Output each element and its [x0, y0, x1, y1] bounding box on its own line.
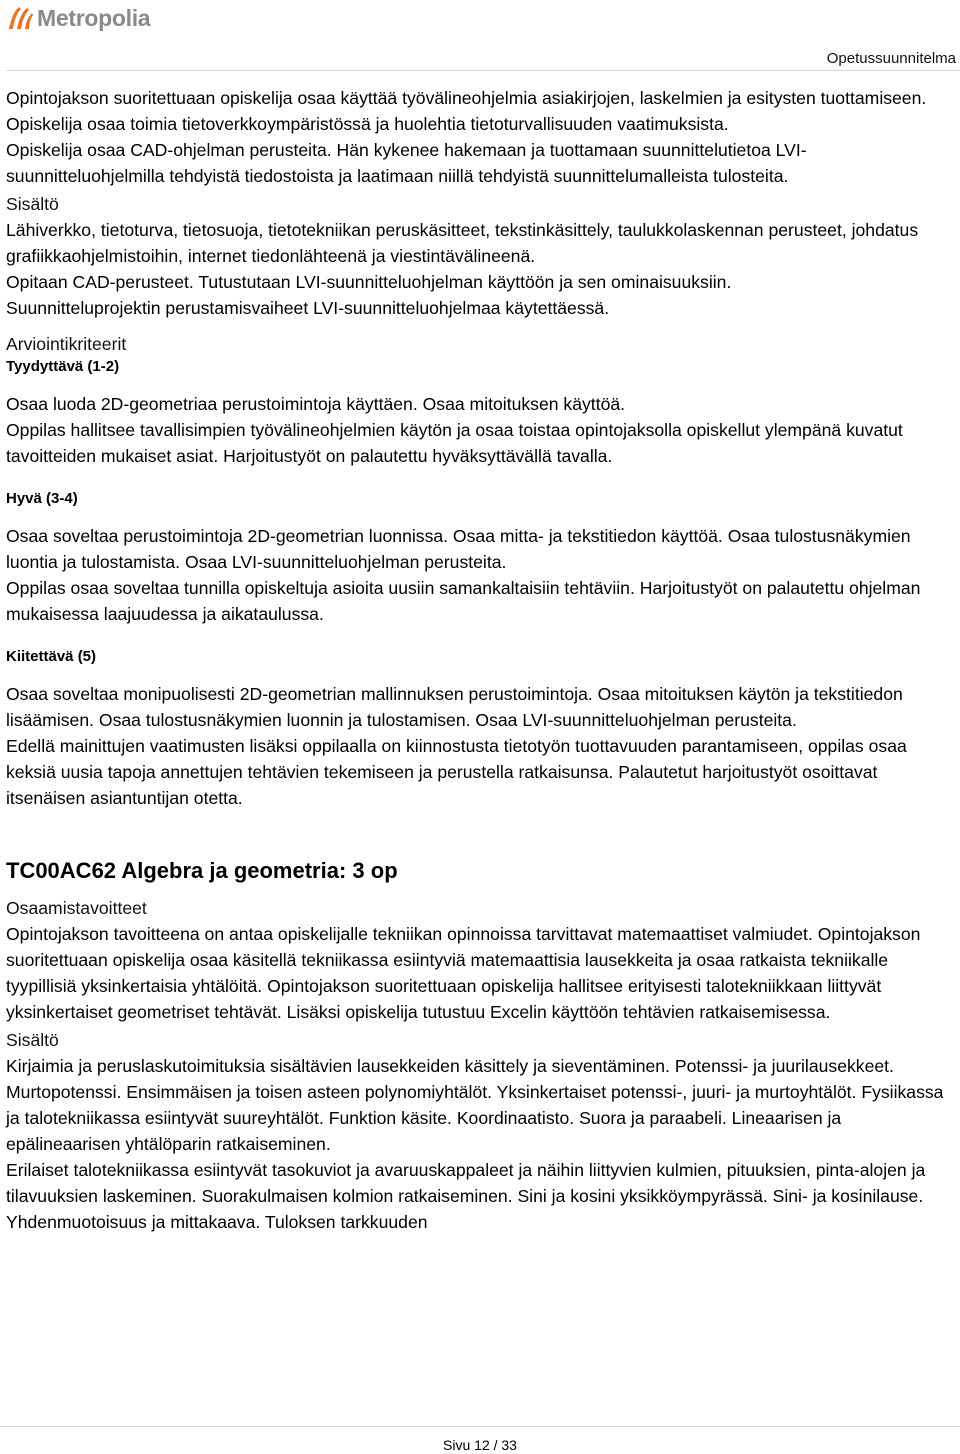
content-heading: Sisältö	[6, 1030, 59, 1050]
metropolia-logo-icon	[6, 4, 34, 32]
grade-label-satisfactory: Tyydyttävä (1-2)	[6, 358, 120, 375]
grade-text: Edellä mainittujen vaatimusten lisäksi oppilaalla on kiinnostusta tietotyön tuottavuuden parantamiseen, oppilas osaa keksiä uusia tapoja annettujen tehtävien tekemiseen ja perustella ratkaisunsa. Palautetut harjoitustyöt osoittavat itsenäisen asiantuntijan otetta.	[6, 736, 907, 808]
footer-divider	[0, 1426, 960, 1427]
intro-paragraph: Opintojakson suoritettuaan opiskelija osaa käyttää työvälineohjelmia asiakirjojen, laskelmien ja esitysten tuottamiseen. Opiskelija osaa toimia tietoverkkoympäristössä ja huolehtia tietoturvallisuuden vaatimuksista.	[6, 88, 927, 134]
page-number: Sivu 12 / 33	[443, 1437, 517, 1453]
grade-text: Osaa soveltaa perustoimintoja 2D-geometrian luonnissa. Osaa mitta- ja tekstitiedon käyttöä. Osaa tulostusnäkymien luontia ja tulostamista. Osaa LVI-suunnitteluohjelman perusteita.	[6, 526, 911, 572]
header-divider	[6, 70, 960, 71]
criteria-heading: Arviointikriteerit	[6, 334, 127, 354]
content-paragraph: Suunnitteluprojektin perustamisvaiheet LVI-suunnitteluohjelmaa käytettäessä.	[6, 298, 610, 318]
objectives-paragraph: Opintojakson tavoitteena on antaa opiskelijalle tekniikan opinnoissa tarvittavat matemaattiset valmiudet. Opintojakson suoritettuaan opiskelija osaa käsitellä tekniikassa esiintyviä matemaattisia lausekkeita ja osaa ratkaista tekniikalle tyypillisiä yksinkertaisia yhtälöitä. Opintojakson suoritettuaan opiskelija hallitsee erityisesti talotekniikkaan liittyvät yksinkertaiset geometriset tehtävät. Lisäksi opiskelija tutustuu Excelin käyttöön tehtävien ratkaisemisessa.	[6, 924, 921, 1022]
content-paragraph: Lähiverkko, tietoturva, tietosuoja, tietotekniikan peruskäsitteet, tekstinkäsittely, taulukkolaskennan perusteet, johdatus grafiikkaohjelmistoihin, internet tiedonlähteenä ja viestintävälineenä.	[6, 220, 919, 266]
page-header	[0, 0, 960, 70]
content-heading: Sisältö	[6, 194, 59, 214]
course-title: TC00AC62 Algebra ja geometria: 3 op	[6, 858, 398, 883]
content-paragraph: Opitaan CAD-perusteet. Tutustutaan LVI-suunnitteluohjelman käyttöön ja sen ominaisuuksiin.	[6, 272, 732, 292]
page-content	[6, 85, 958, 1235]
objectives-heading: Osaamistavoitteet	[6, 898, 147, 918]
document-label: Opetussuunnitelma	[826, 50, 956, 67]
brand-name: Metropolia	[37, 5, 151, 31]
grade-text: Osaa soveltaa monipuolisesti 2D-geometrian mallinnuksen perustoimintoja. Osaa mitoituksen käytön ja tekstitiedon lisäämisen. Osaa tulostusnäkymien luonnin ja tulostamisen. Osaa LVI-suunnitteluohjelman perusteita.	[6, 684, 903, 730]
grade-text: Osaa luoda 2D-geometriaa perustoimintoja käyttäen. Osaa mitoituksen käyttöä.	[6, 394, 626, 414]
grade-label-excellent: Kiitettävä (5)	[6, 648, 97, 665]
content-paragraph: Kirjaimia ja peruslaskutoimituksia sisältävien lausekkeiden käsittely ja sieventäminen. Potenssi- ja juurilausekkeet. Murtopotenssi. Ensimmäisen ja toisen asteen polynomiyhtälöt. Yksinkertaiset potenssi-, juuri- ja murtoyhtälöt. Fysiikassa ja talotekniikassa esiintyvät suureyhtälöt. Funktion käsite. Koordinaatisto. Suora ja paraabeli. Lineaarisen ja epälineaarisen yhtälöparin ratkaiseminen.	[6, 1056, 944, 1154]
grade-text: Oppilas osaa soveltaa tunnilla opiskeltuja asioita uusiin samankaltaisiin tehtäviin. Harjoitustyöt on palautettu ohjelman mukaisessa laajuudessa ja aikataulussa.	[6, 578, 921, 624]
metropolia-logo	[6, 3, 150, 33]
intro-paragraph: Opiskelija osaa CAD-ohjelman perusteita. Hän kykenee hakemaan ja tuottamaan suunnittelutietoa LVI-suunnitteluohjelmilla tehdyistä tiedostoista ja laatimaan niillä tehdyistä suunnittelumalleista tulosteita.	[6, 140, 807, 186]
grade-label-good: Hyvä (3-4)	[6, 490, 78, 507]
grade-text: Oppilas hallitsee tavallisimpien työvälineohjelmien käytön ja osaa toistaa opintojaksolla opiskellut ylempänä kuvatut tavoitteiden mukaiset asiat. Harjoitustyöt on palautettu hyväksyttävällä tavalla.	[6, 420, 903, 466]
content-paragraph: Erilaiset talotekniikassa esiintyvät tasokuviot ja avaruuskappaleet ja näihin liittyvien kulmien, pituuksien, pinta-alojen ja tilavuuksien laskeminen. Suorakulmaisen kolmion ratkaiseminen. Sini ja kosini yksikköympyrässä. Sini- ja kosinilause. Yhdenmuotoisuus ja mittakaava. Tuloksen tarkkuuden	[6, 1160, 926, 1232]
